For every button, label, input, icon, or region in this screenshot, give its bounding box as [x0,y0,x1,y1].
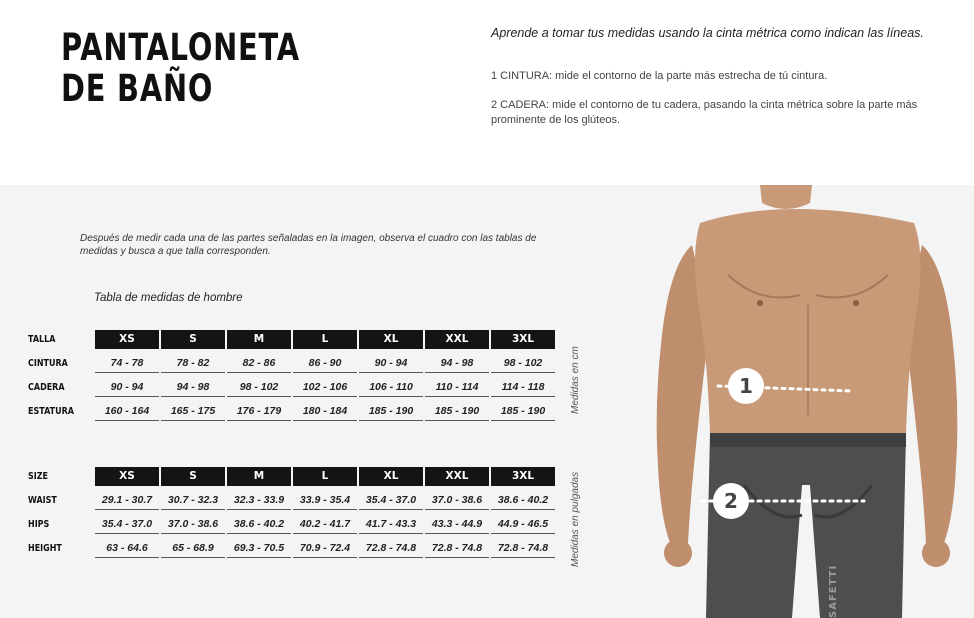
table-cell: 176 - 179 [226,399,292,423]
table-cell: 185 - 190 [490,399,556,423]
row-label: WAIST [28,494,57,506]
table-cell: 63 - 64.6 [94,536,160,560]
table-cell: 69.3 - 70.5 [226,536,292,560]
table-cell: 98 - 102 [490,351,556,375]
size-header-cell: S [160,327,226,351]
table-cell: 78 - 82 [160,351,226,375]
table-row [28,399,556,423]
neck [760,185,812,209]
table-title: Tabla de medidas de hombre [94,292,243,304]
table-cell: 106 - 110 [358,375,424,399]
size-table-inches [28,464,556,560]
table-cell: 70.9 - 72.4 [292,536,358,560]
table-cell: 65 - 68.9 [160,536,226,560]
units-label-cm: Medidas en cm [570,346,581,414]
waist-marker: 1 [728,368,764,404]
table-cell: 33.9 - 35.4 [292,488,358,512]
table-cell: 40.2 - 41.7 [292,512,358,536]
table-cell: 102 - 106 [292,375,358,399]
table-row [28,351,556,375]
size-header-cell: XL [358,327,424,351]
table-header-row [28,464,556,488]
table-cell: 165 - 175 [160,399,226,423]
table-cell: 38.6 - 40.2 [490,488,556,512]
size-header-cell: 3XL [490,464,556,488]
size-header-cell: 3XL [490,327,556,351]
size-row-label: SIZE [28,470,49,482]
size-header-cell: M [226,327,292,351]
table-cell: 185 - 190 [358,399,424,423]
size-header-cell: S [160,464,226,488]
table-cell: 110 - 114 [424,375,490,399]
table-cell: 72.8 - 74.8 [358,536,424,560]
row-label: ESTATURA [28,405,74,417]
title-line-1: PANTALONETA [61,26,300,69]
page-title [61,27,300,109]
table-cell: 37.0 - 38.6 [160,512,226,536]
table-row [28,512,556,536]
table-cell: 180 - 184 [292,399,358,423]
step-waist: 1 CINTURA: mide el contorno de la parte más estrecha de tú cintura. [491,70,828,82]
table-cell: 98 - 102 [226,375,292,399]
table-cell: 41.7 - 43.3 [358,512,424,536]
table-cell: 90 - 94 [94,375,160,399]
table-cell: 38.6 - 40.2 [226,512,292,536]
row-label: HEIGHT [28,542,62,554]
units-label-inches: Medidas en pulgadas [570,471,581,567]
size-header-cell: XS [94,327,160,351]
table-cell: 32.3 - 33.9 [226,488,292,512]
size-header-cell: L [292,464,358,488]
size-header-cell: L [292,327,358,351]
table-cell: 82 - 86 [226,351,292,375]
table-cell: 44.9 - 46.5 [490,512,556,536]
step-hip: 2 CADERA: mide el contorno de tu cadera, pasando la cinta métrica sobre la parte más prominente de los glúteos. [491,99,918,126]
table-cell: 160 - 164 [94,399,160,423]
table-cell: 43.3 - 44.9 [424,512,490,536]
row-label: CINTURA [28,357,68,369]
table-cell: 30.7 - 32.3 [160,488,226,512]
table-cell: 74 - 78 [94,351,160,375]
row-label: CADERA [28,381,65,393]
table-cell: 72.8 - 74.8 [490,536,556,560]
size-table-cm [28,327,556,423]
size-header-cell: XS [94,464,160,488]
model-figure [640,185,974,618]
table-cell: 29.1 - 30.7 [94,488,160,512]
title-line-2: DE BAÑO [61,67,214,110]
model-illustration [640,185,974,618]
table-cell: 90 - 94 [358,351,424,375]
size-header-cell: XXL [424,464,490,488]
table-cell: 35.4 - 37.0 [358,488,424,512]
table-header-row [28,327,556,351]
table-row [28,375,556,399]
table-cell: 72.8 - 74.8 [424,536,490,560]
table-cell: 37.0 - 38.6 [424,488,490,512]
table-row [28,536,556,560]
size-row-label: TALLA [28,333,56,345]
table-cell: 35.4 - 37.0 [94,512,160,536]
size-header-cell: XXL [424,327,490,351]
table-cell: 114 - 118 [490,375,556,399]
table-cell: 94 - 98 [160,375,226,399]
instructions-text: Después de medir cada una de las partes señaladas en la imagen, observa el cuadro con las tablas de medidas y busca a que talla corresponden. [80,233,537,257]
size-header-cell: M [226,464,292,488]
row-label: HIPS [28,518,50,530]
brand-text: SAFETTI [828,564,839,618]
table-cell: 94 - 98 [424,351,490,375]
table-cell: 86 - 90 [292,351,358,375]
intro-text: Aprende a tomar tus medidas usando la cinta métrica como indican las líneas. [491,26,924,40]
size-header-cell: XL [358,464,424,488]
table-cell: 185 - 190 [424,399,490,423]
hip-marker: 2 [713,483,749,519]
header-section [0,0,974,185]
table-row [28,488,556,512]
